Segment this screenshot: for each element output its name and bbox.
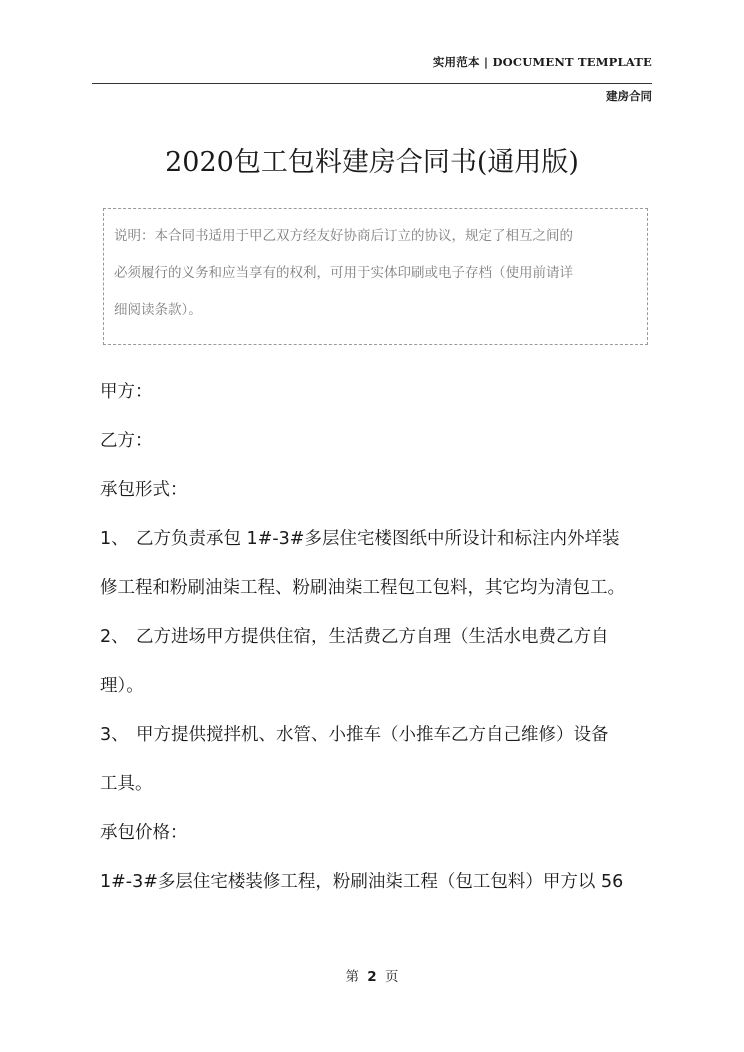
clause-item	[100, 711, 660, 809]
page-number: 2	[367, 969, 377, 985]
note-line: 必须履行的义务和应当享有的权利，可用于实体印刷或电子存档（使用前请详	[114, 265, 573, 281]
description-note-box	[103, 208, 648, 345]
clause-text-continued: 理）。	[100, 676, 144, 696]
page-prefix: 第	[345, 969, 359, 985]
clause-text: 乙方进场甲方提供住宿，生活费乙方自理（生活水电费乙方自	[136, 627, 609, 647]
header-category-label: 建房合同	[606, 89, 652, 103]
clause-number: 2、	[100, 627, 129, 647]
clause-number: 1、	[100, 529, 129, 549]
clause-text-continued: 工具。	[100, 774, 153, 794]
contract-form-heading: 承包形式：	[100, 480, 188, 500]
price-heading: 承包价格：	[100, 823, 188, 843]
header-document-template-label: 实用范本 | DOCUMENT TEMPLATE	[432, 55, 652, 69]
party-a-label: 甲方：	[100, 382, 153, 402]
document-title: 2020包工包料建房合同书(通用版)	[165, 147, 579, 178]
clause-text: 乙方负责承包 1#-3#多层住宅楼图纸中所设计和标注内外垟装	[136, 529, 620, 549]
page-suffix: 页	[385, 969, 399, 985]
price-text: 1#-3#多层住宅楼装修工程，粉刷油柒工程（包工包料）甲方以 56	[100, 872, 624, 892]
document-body	[100, 368, 660, 907]
note-line: 说明：本合同书适用于甲乙双方经友好协商后订立的协议，规定了相互之间的	[114, 228, 573, 244]
clause-number: 3、	[100, 725, 129, 745]
clause-item	[100, 613, 660, 711]
page-number-footer	[0, 965, 744, 985]
clause-text: 甲方提供搅拌机、水管、小推车（小推车乙方自己维修）设备	[136, 725, 609, 745]
clause-text-continued: 修工程和粉刷油柒工程、粉刷油柒工程包工包料，其它均为清包工。	[100, 578, 625, 598]
note-line: 细阅读条款）。	[114, 302, 202, 318]
header-divider	[92, 83, 652, 84]
party-b-label: 乙方：	[100, 431, 153, 451]
clause-item	[100, 515, 660, 613]
